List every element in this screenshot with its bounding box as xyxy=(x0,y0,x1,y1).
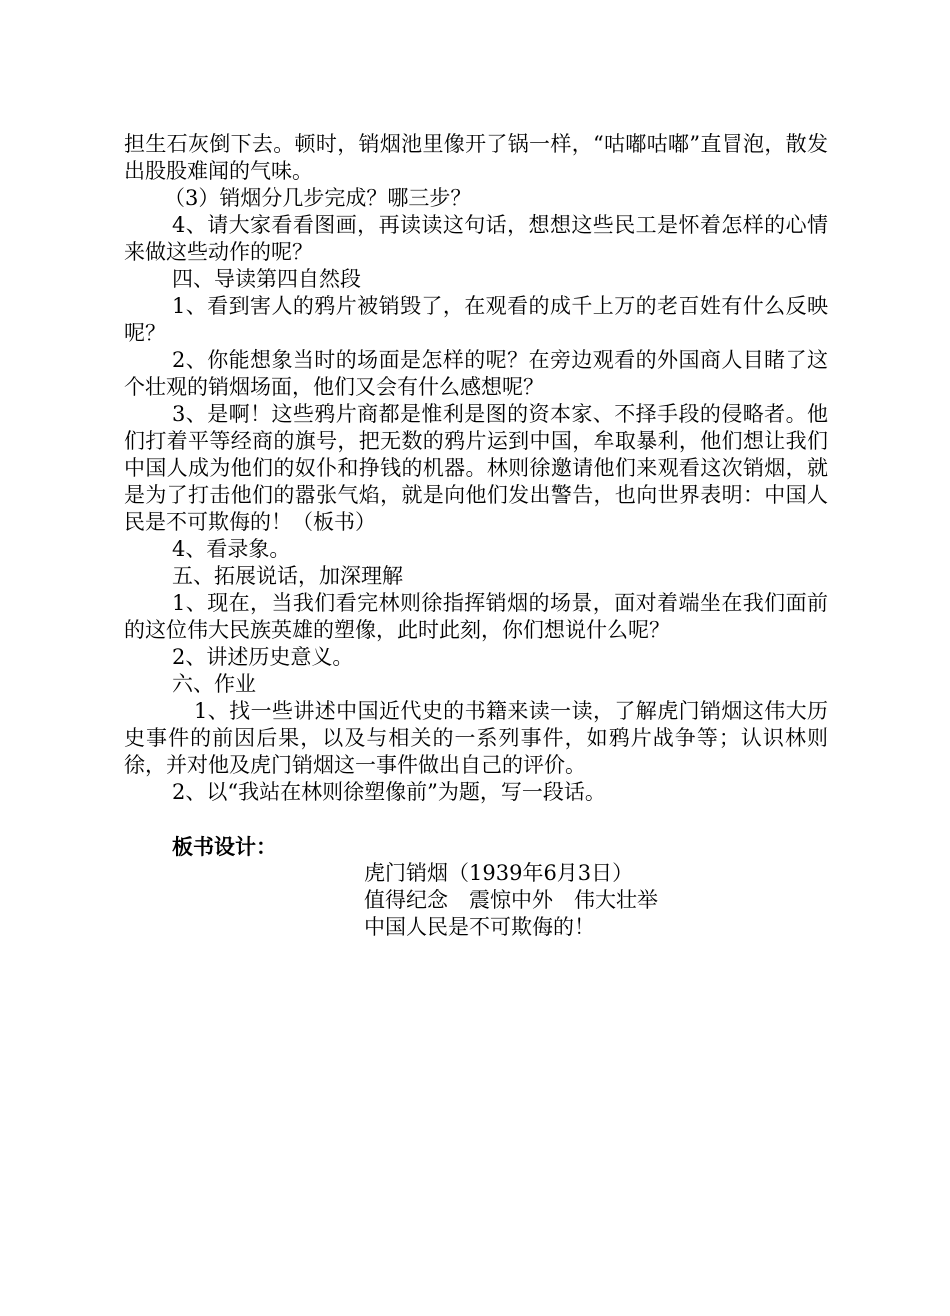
paragraph-look-picture: 4、请大家看看图画，再读读这句话，想想这些民工是怀着怎样的心情来做这些动作的呢？ xyxy=(124,213,828,264)
blank-line xyxy=(124,806,828,833)
section-heading-four: 四、导读第四自然段 xyxy=(172,267,361,291)
document-body xyxy=(124,131,828,941)
paragraph-question-steps: （3）销烟分几步完成？哪三步？ xyxy=(164,186,472,210)
paragraph-history-meaning: 2、讲述历史意义。 xyxy=(172,645,354,669)
paragraph-imagine-scene: 2、你能想象当时的场面是怎样的呢？在旁边观看的外国商人目睹了这个壮观的销烟场面，他们又会有什么感想呢？ xyxy=(124,348,828,399)
paragraph-what-to-say: 1、现在，当我们看完林则徐指挥销烟的场景，面对着端坐在我们面前的这位伟大民族英雄的塑像，此时此刻，你们想说什么呢？ xyxy=(124,591,828,642)
paragraph-people-reaction: 1、看到害人的鸦片被销毁了，在观看的成千上万的老百姓有什么反映呢？ xyxy=(124,294,828,345)
board-line-title: 虎门销烟（1939年6月3日） xyxy=(364,861,634,885)
section-heading-five: 五、拓展说话，加深理解 xyxy=(172,564,403,588)
paragraph-homework-one: 1、找一些讲述中国近代史的书籍来读一读，了解虎门销烟这伟大历史事件的前因后果，以及与相关的一系列事件，如鸦片战争等；认识林则徐，并对他及虎门销烟这一事件做出自己的评价。 xyxy=(124,699,828,777)
paragraph-lime-pour: 担生石灰倒下去。顿时，销烟池里像开了锅一样，“咕嘟咕嘟”直冒泡，散发出股股难闻的气味。 xyxy=(124,132,828,183)
board-line-conclusion: 中国人民是不可欺侮的！ xyxy=(364,915,595,939)
paragraph-homework-two: 2、以“我站在林则徐塑像前”为题，写一段话。 xyxy=(172,780,606,804)
board-design-title: 板书设计： xyxy=(172,834,277,859)
paragraph-watch-video: 4、看录象。 xyxy=(172,537,291,561)
board-line-keywords: 值得纪念 震惊中外 伟大壮举 xyxy=(364,888,658,912)
paragraph-opium-merchants: 3、是啊！这些鸦片商都是惟利是图的资本家、不择手段的侵略者。他们打着平等经商的旗号，把无数的鸦片运到中国，牟取暴利，他们想让我们中国人成为他们的奴仆和挣钱的机器。林则徐邀请他们来观看这次销烟，就是为了打击他们的嚣张气焰，就是向他们发出警告，也向世界表明：中国人民是不可欺侮的！（板书） xyxy=(124,402,828,534)
section-heading-six: 六、作业 xyxy=(172,672,256,696)
